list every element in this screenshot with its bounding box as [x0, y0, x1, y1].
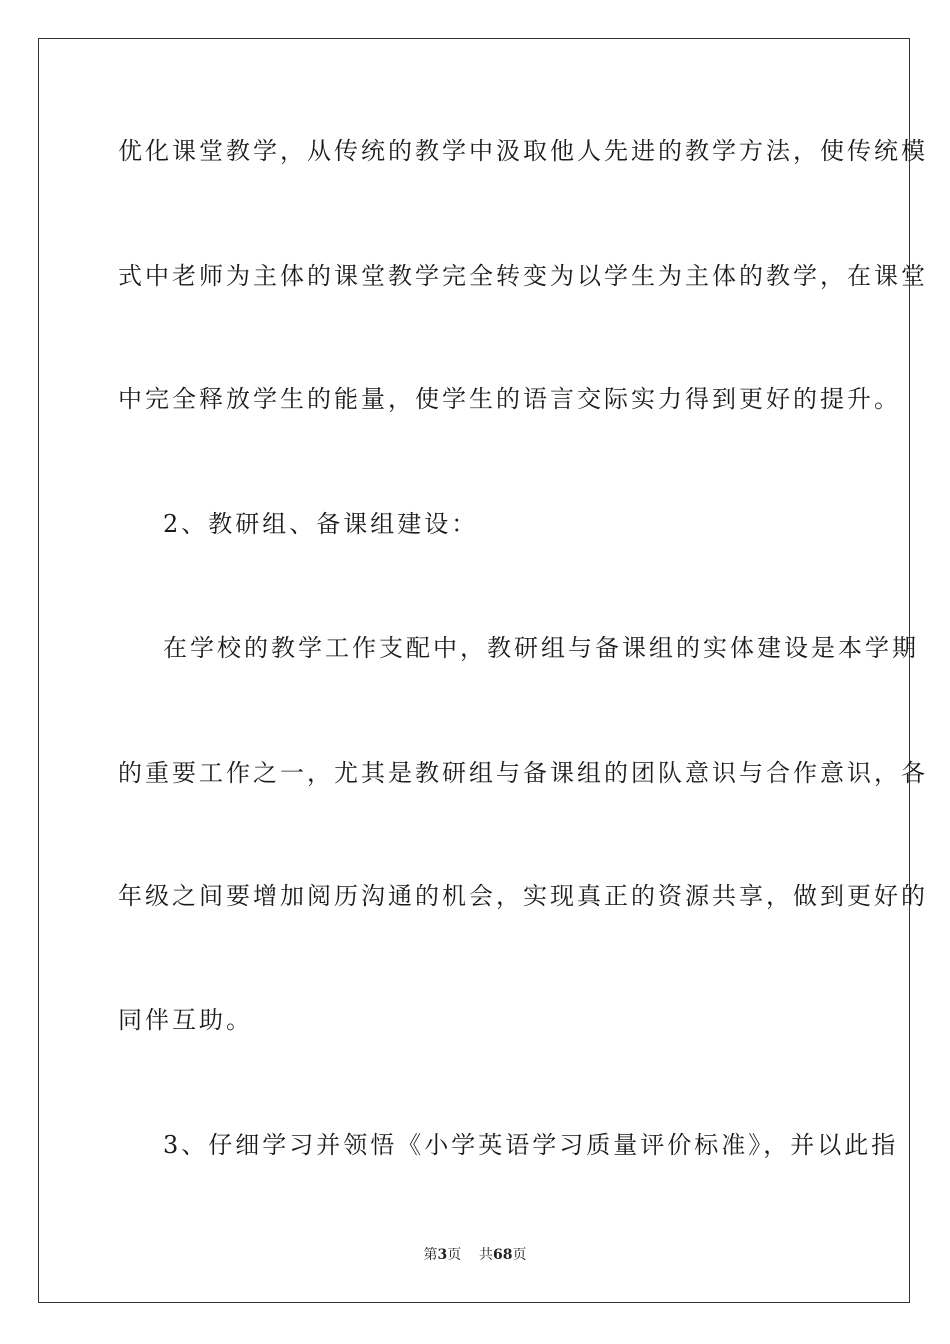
paragraph-line: 中完全释放学生的能量，使学生的语言交际实力得到更好的提升。	[118, 385, 901, 413]
total-pages: 68	[493, 1247, 513, 1263]
page-suffix: 页	[447, 1247, 462, 1263]
section-heading: 3、仔细学习并领悟《小学英语学习质量评价标准》，并以此指	[163, 1131, 899, 1159]
page-number: 3	[437, 1247, 448, 1263]
page-border	[38, 38, 928, 1303]
total-prefix: 共	[479, 1247, 494, 1263]
paragraph-line: 的重要工作之一，尤其是教研组与备课组的团队意识与合作意识，各	[118, 759, 928, 787]
paragraph-line: 年级之间要增加阅历沟通的机会，实现真正的资源共享，做到更好的	[118, 882, 928, 910]
paragraph-line: 优化课堂教学，从传统的教学中汲取他人先进的教学方法，使传统模	[118, 137, 928, 165]
total-suffix: 页	[512, 1247, 527, 1263]
page-prefix: 第	[423, 1247, 438, 1263]
section-heading: 2、教研组、备课组建设：	[163, 510, 479, 538]
page-footer	[0, 1246, 950, 1264]
paragraph-line: 式中老师为主体的课堂教学完全转变为以学生为主体的教学，在课堂	[118, 262, 928, 290]
paragraph-line: 同伴互助。	[118, 1006, 253, 1034]
paragraph-line: 在学校的教学工作支配中，教研组与备课组的实体建设是本学期	[163, 634, 919, 662]
